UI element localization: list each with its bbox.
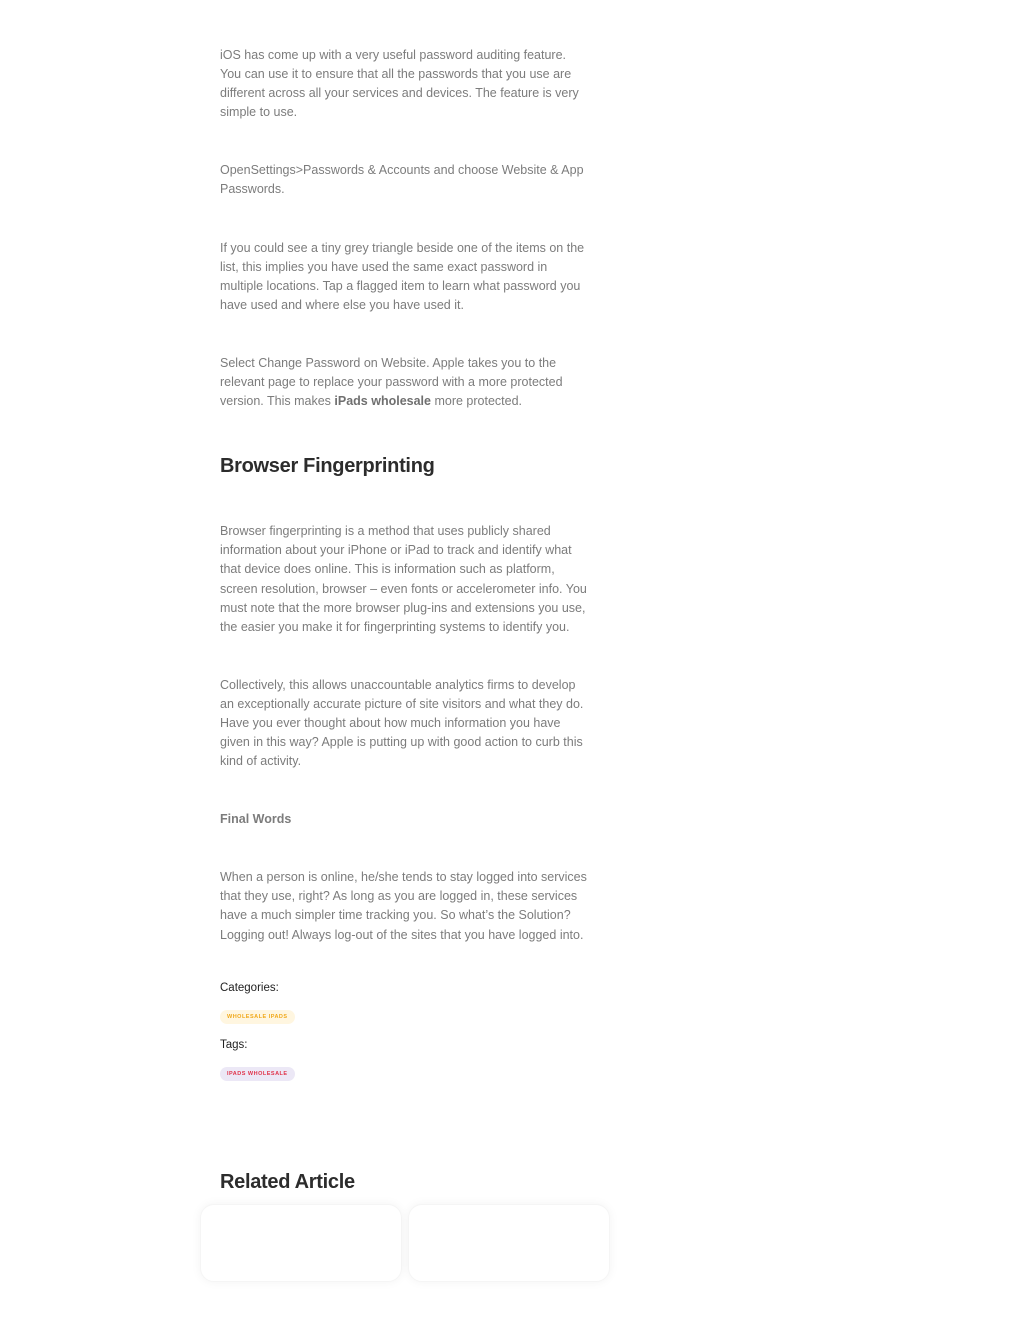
categories-label: Categories: xyxy=(220,981,279,994)
paragraph: When a person is online, he/she tends to stay logged into services that they use, right? As long as you are logged in, these services have a much simpler time tracking you. So what’s the Solution? Logging out! Always log-out of the sites that you have logged into. xyxy=(220,870,587,942)
related-article-card[interactable] xyxy=(200,1204,402,1282)
tags-label: Tags: xyxy=(220,1038,248,1051)
paragraph: Collectively, this allows unaccountable analytics firms to develop an exceptionally accurate picture of site visitors and what they do. Have you ever thought about how much information you have given in this way? Apple is putting up with good action to curb this kind of activity. xyxy=(220,677,584,769)
paragraph: Browser fingerprinting is a method that uses publicly shared information about your iPhone or iPad to track and identify what that device does online. This is information such as platform, screen resolution, browser – even fonts or accelerometer info. You must note that the more browser plug-ins and extensions you use, the easier you make it for fingerprinting systems to identify you. xyxy=(220,524,587,634)
related-article-card[interactable] xyxy=(408,1204,610,1282)
paragraph: iOS has come up with a very useful password auditing feature. You can use it to ensure that all the passwords that you use are different across all your services and devices. The feature is very simple to use. xyxy=(220,48,579,120)
section-heading: Browser Fingerprinting xyxy=(220,455,435,478)
paragraph: OpenSettings>Passwords & Accounts and choose Website & App Passwords. xyxy=(220,163,584,197)
related-articles-list xyxy=(200,1204,610,1284)
paragraph-text: more protected. xyxy=(430,394,522,409)
tag-pill[interactable]: IPADS WHOLESALE xyxy=(220,1067,295,1081)
article-body xyxy=(220,46,590,1208)
paragraph xyxy=(220,354,590,411)
final-words-heading: Final Words xyxy=(220,812,292,827)
category-pill[interactable]: WHOLESALE IPADS xyxy=(220,1010,295,1024)
paragraph-text: Select Change Password on Website. Apple takes you to the relevant page to replace your password with a more protected version. This makes xyxy=(220,355,563,409)
related-article-heading: Related Article xyxy=(220,1170,355,1193)
ipads-wholesale-link[interactable]: iPads wholesale xyxy=(334,394,431,409)
paragraph: If you could see a tiny grey triangle beside one of the items on the list, this implies you have used the same exact password in multiple locations. Tap a flagged item to learn what password you have used and where else you have used it. xyxy=(220,240,585,312)
